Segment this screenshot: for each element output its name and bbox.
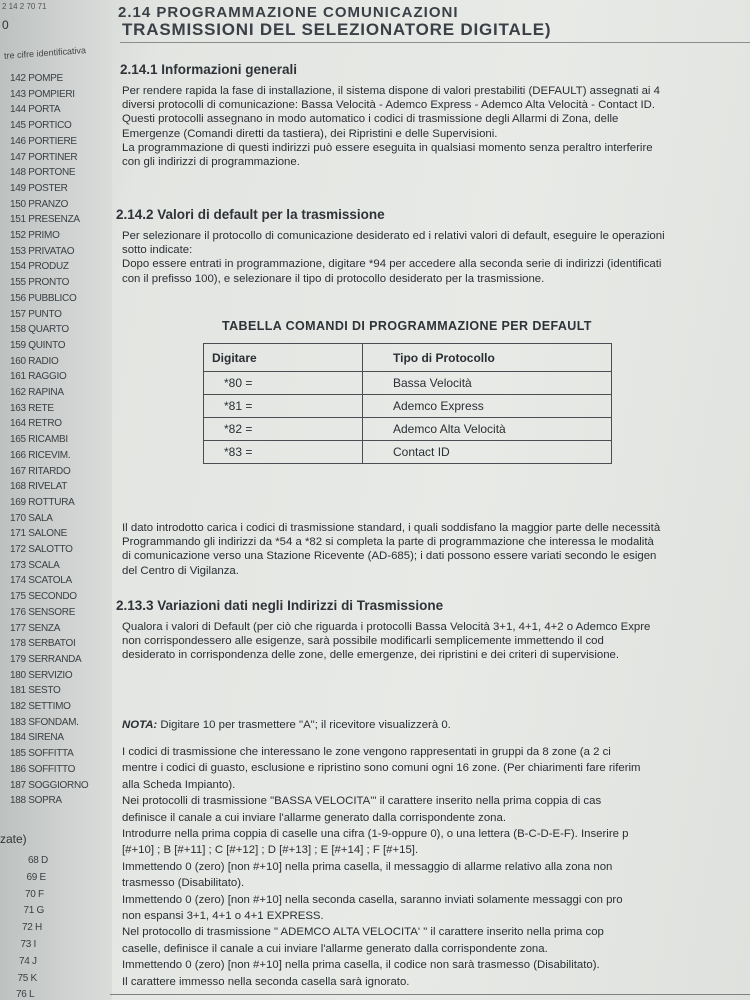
paragraph-line: Programmando gli indirizzi da *54 a *82 si completa la parte di programmazione che interessa le modalità (122, 536, 654, 549)
index-entry: 173 SCALA (10, 559, 60, 571)
paragraph-line: Il dato introdotto carica i codici di trasmissione standard, i quali soddisfano la maggior parte delle necessità (122, 522, 661, 534)
table-row (204, 372, 612, 395)
index-entry: 178 SERBATOI (10, 638, 76, 650)
paragraph-line: Dopo essere entrati in programmazione, digitare *94 per accedere alla seconda serie di indirizzi (identificati (122, 258, 662, 271)
paragraph-line: definisce il canale a cui inviare l'allarme generato dalla corrispondente zona. (122, 811, 506, 824)
paragraph-line: alla Scheda Impianto). (122, 778, 236, 791)
left-index-strip (0, 0, 112, 1000)
page-bottom-rule (110, 994, 750, 995)
paragraph-line: Immettendo 0 (zero) [non #+10] nella prima casella, il codice non sarà trasmesso (Disabilitato). (122, 959, 600, 972)
command-code: *81 = (204, 395, 363, 418)
index-entry: 185 SOFFITTA (10, 748, 74, 760)
paragraph-line: non espansi 3+1, 4+1 o 4+1 EXPRESS. (122, 910, 324, 923)
index-entry-letter: 74 J (19, 955, 37, 967)
chapter-header: 2.14 PROGRAMMAZIONE COMUNICAZIONI (118, 4, 459, 21)
corner-text: 2 14 2 70 71 (2, 2, 47, 11)
index-entry: 152 PRIMO (10, 230, 60, 241)
index-entry-letter: 76 L (16, 989, 35, 1000)
paragraph-line: Per rendere rapida la fase di installazione, il sistema dispone di valori prestabiliti (DEFAULT) assegnati ai 4 (122, 85, 660, 97)
index-entry: 146 PORTIERE (10, 135, 77, 147)
paragraph-line: caselle, definisce il canale a cui inviare l'allarme generato dalla corrispondente zona. (122, 942, 548, 955)
table-row (204, 441, 612, 464)
index-entry-letter: 68 D (28, 855, 48, 866)
section-title-variations: 2.13.3 Variazioni dati negli Indirizzi di Trasmissione (116, 598, 444, 613)
paragraph-line: Introdurre nella prima coppia di caselle una cifra (1-9-oppure 0), o una lettera (B-C-D-E-F). Inserire p (122, 828, 629, 841)
index-entry: 155 PRONTO (10, 277, 70, 289)
after-table-text (122, 521, 750, 578)
index-entry: 159 QUINTO (10, 339, 66, 351)
index-entry-letter: 72 H (22, 922, 42, 934)
paragraph-line: di comunicazione verso una Stazione Ricevente (AD-685); i dati possono essere variati secondo le esigen (122, 550, 657, 563)
index-entry: 172 SALOTTO (10, 544, 73, 555)
command-code: *82 = (204, 418, 363, 441)
index-entry: 168 RIVELAT (10, 481, 68, 493)
nota-line (122, 718, 750, 732)
index-entry: 166 RICEVIM. (10, 449, 71, 461)
paragraph-line: Immettendo 0 (zero) [non #+10] nella seconda casella, saranno inviati solamente messaggi con pro (122, 893, 623, 906)
index-entry: 157 PUNTO (10, 308, 62, 320)
paragraph-line: con il prefisso 100), e selezionare il tipo di protocollo desiderato per la trasmissione. (122, 272, 545, 285)
index-entry: 149 POSTER (10, 182, 68, 194)
protocol-name: Contact ID (363, 441, 612, 464)
index-entry: 182 SETTIMO (10, 701, 71, 712)
index-entry: 171 SALONE (10, 528, 68, 540)
margin-zero: 0 (2, 18, 9, 32)
closing-text (122, 744, 750, 990)
default-commands-table (203, 343, 612, 464)
column-header: Tipo di Protocollo (363, 344, 612, 372)
paragraph-line: mentre i codici di guasto, esclusione e ripristino sono comuni ogni 16 zone. (Per chiarimenti fare riferim (122, 762, 641, 775)
index-entry: 154 PRODUZ (10, 261, 69, 273)
index-entry: 163 RETE (10, 402, 54, 414)
index-entry: 160 RADIO (10, 355, 59, 367)
paragraph-line: desiderato in corrispondenza delle zone, delle emergenze, dei ripristini e dei criteri di supervisione. (122, 649, 620, 662)
index-entry: 151 PRESENZA (10, 214, 80, 226)
strip-title: tre cifre identificativa (3, 45, 87, 61)
index-entry: 156 PUBBLICO (10, 292, 77, 304)
paragraph-line: Qualora i valori di Default (per ciò che riguarda i protocolli Bassa Velocità 3+1, 4+1, 4+2 o Ademco Expre (122, 621, 651, 633)
index-entry: 186 SOFFITTO (10, 763, 76, 775)
paragraph-line: Il carattere immesso nella seconda casella sarà ignorato. (122, 975, 410, 988)
paragraph-line: con gli indirizzi di programmazione. (122, 156, 300, 169)
paragraph-line: non corrispondessero alle esigenze, sarà possibile modificarli semplicemente immettendo il cod (122, 635, 604, 648)
paragraph-line: Per selezionare il protocollo di comunicazione desiderato ed i relativi valori di default, eseguire le operazioni (122, 230, 665, 242)
paragraph-line: del Centro di Vigilanza. (122, 564, 239, 577)
index-entry: 180 SERVIZIO (10, 669, 73, 681)
index-entry-letter: 70 F (25, 888, 44, 900)
command-code: *80 = (204, 372, 363, 395)
section-title-general-info: 2.14.1 Informazioni generali (120, 62, 298, 77)
index-entry: 158 QUARTO (10, 324, 69, 336)
paragraph-line: Nel protocollo di trasmissione " ADEMCO ALTA VELOCITA' " il carattere inserito nella prima cop (122, 926, 604, 939)
paragraph-line: La programmazione di questi indirizzi può essere eseguita in qualsiasi momento senza peraltro interferire (122, 141, 653, 154)
paragraph-line: Emergenze (Comandi diretti da tastiera), dei Ripristini e delle Supervisioni. (122, 127, 498, 140)
index-entry: 164 RETRO (10, 418, 62, 430)
index-entry: 147 PORTINER (10, 151, 78, 163)
paragraph-line: diversi protocolli di comunicazione: Bassa Velocità - Ademco Express - Ademco Alta Velocità - Contact ID. (122, 99, 656, 112)
index-entry: 142 POMPE (10, 73, 63, 84)
paragraph-line: sotto indicate: (122, 244, 193, 257)
table-row (204, 418, 612, 441)
index-entry: 188 SOPRA (10, 795, 62, 807)
column-header: Digitare (204, 344, 363, 372)
index-entry: 144 PORTA (10, 104, 61, 116)
protocol-name: Bassa Velocità (363, 372, 612, 395)
zate-label: zate) (0, 832, 27, 846)
index-entry: 176 SENSORE (10, 606, 76, 618)
index-entry-letter: 69 E (26, 871, 46, 883)
index-entry-letter: 71 G (23, 905, 44, 917)
index-entry: 175 SECONDO (10, 591, 77, 603)
paragraph-line: Immettendo 0 (zero) [non #+10] nella prima casella, il messaggio di allarme relativo alla zona non (122, 860, 613, 873)
paragraph-line: [#+10] ; B [#+11] ; C [#+12] ; D [#+13] ; E [#+14] ; F [#+15]. (122, 844, 419, 857)
index-entry: 174 SCATOLA (10, 575, 72, 587)
index-entry: 169 ROTTURA (10, 496, 75, 508)
table-title: TABELLA COMANDI DI PROGRAMMAZIONE PER DEFAULT (222, 319, 592, 333)
index-entry: 183 SFONDAM. (10, 716, 79, 728)
section-general-info-text (122, 84, 750, 169)
index-entry: 165 RICAMBI (10, 434, 68, 446)
paragraph-line: I codici di trasmissione che interessano le zone vengono rappresentati in gruppi da 8 zone (a 2 ci (122, 746, 611, 758)
table-row (204, 395, 612, 418)
table-header-row (204, 344, 612, 372)
paragraph-line: trasmesso (Disabilitato). (122, 877, 245, 890)
protocol-name: Ademco Express (363, 395, 612, 418)
index-entry: 177 SENZA (10, 622, 61, 634)
index-entry: 148 PORTONE (10, 167, 76, 179)
paragraph-line: Questi protocolli assegnano in modo automatico i codici di trasmissione degli Allarmi di Zona, delle (122, 113, 619, 126)
index-entry: 170 SALA (10, 512, 53, 524)
index-entry: 145 PORTICO (10, 120, 72, 132)
index-entry: 161 RAGGIO (10, 371, 67, 383)
section-title-default-values: 2.14.2 Valori di default per la trasmissione (116, 207, 385, 222)
protocol-name: Ademco Alta Velocità (363, 418, 612, 441)
index-entry: 153 PRIVATAO (10, 245, 75, 257)
index-entry: 167 RITARDO (10, 465, 71, 477)
index-entry: 184 SIRENA (10, 732, 64, 744)
section-default-values-text (122, 229, 750, 286)
nota-label: NOTA: (122, 719, 158, 731)
section-variations-text (122, 620, 750, 663)
index-entry-letter: 75 K (17, 972, 37, 984)
index-entry: 179 SERRANDA (10, 653, 82, 665)
index-entry: 162 RAPINA (10, 387, 64, 398)
chapter-subheader: TRASMISSIONI DEL SELEZIONATORE DIGITALE) (122, 20, 552, 39)
index-entry: 143 POMPIERI (10, 88, 75, 100)
index-entry: 150 PRANZO (10, 198, 69, 210)
header-rule (120, 42, 750, 43)
index-entry: 181 SESTO (10, 685, 61, 697)
paragraph-line: Nei protocolli di trasmissione "BASSA VELOCITA'" il carattere inserito nella prima coppia di cas (122, 795, 602, 808)
index-entry: 187 SOGGIORNO (10, 779, 89, 791)
command-code: *83 = (204, 441, 363, 464)
nota-text: Digitare 10 per trasmettere "A"; il ricevitore visualizzerà 0. (160, 719, 451, 731)
index-entry-letter: 73 I (20, 939, 36, 950)
